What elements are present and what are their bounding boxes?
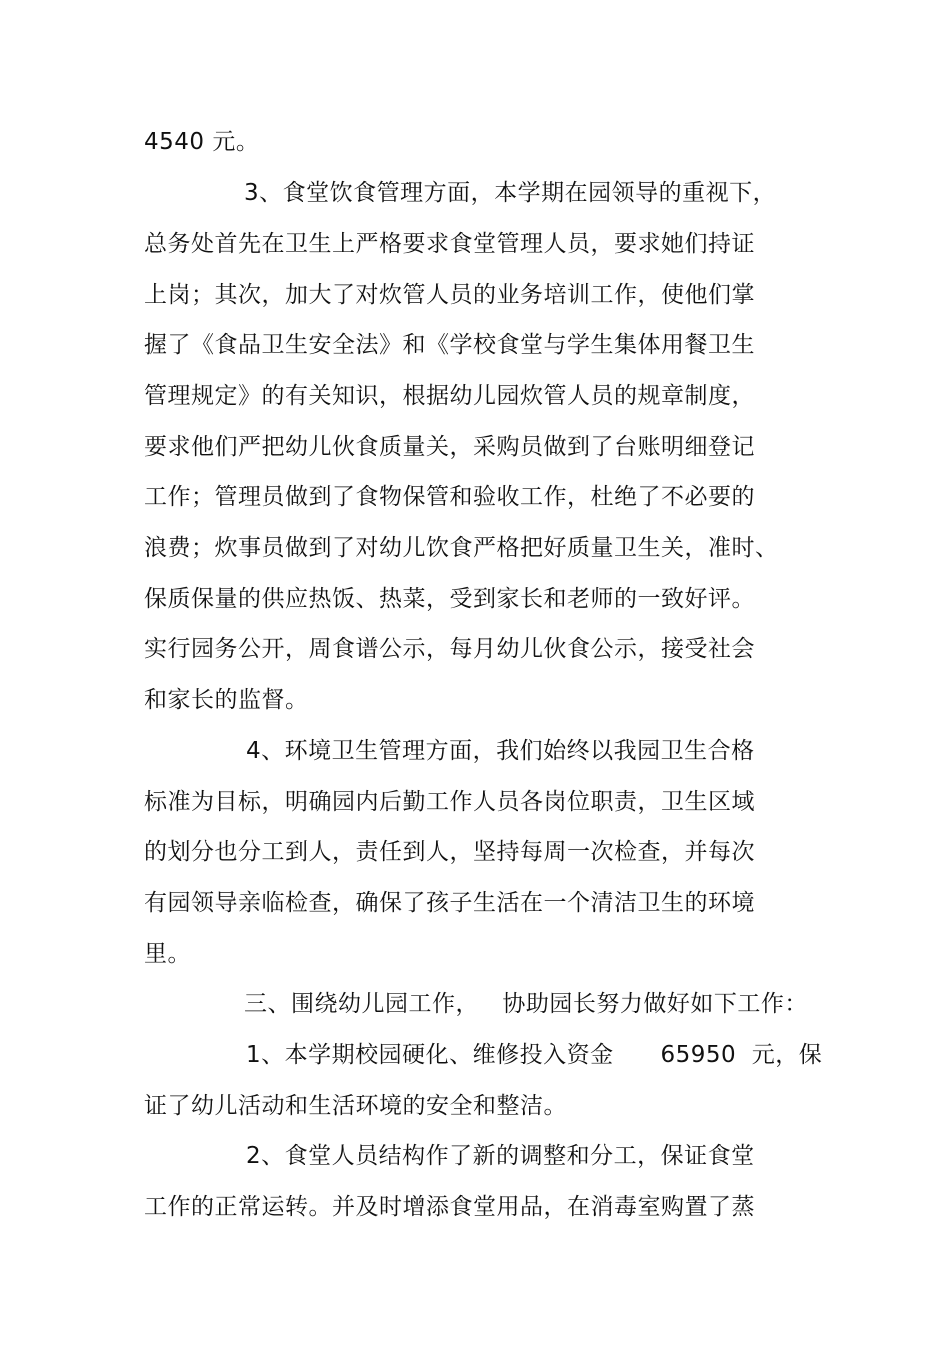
text-line: 保质保量的供应热饭、热菜，受到家长和老师的一致好评。 (144, 586, 755, 612)
text-line: 总务处首先在卫生上严格要求食堂管理人员，要求她们持证 (144, 231, 755, 257)
text-line: 2、食堂人员结构作了新的调整和分工，保证食堂 (246, 1143, 755, 1169)
text-line: 的划分也分工到人，责任到人，坚持每周一次检查，并每次 (144, 839, 755, 865)
text-line: 和家长的监督。 (144, 687, 309, 713)
text-line: 浪费；炊事员做到了对幼儿饮食严格把好质量卫生关，准时、 (144, 535, 779, 561)
text-line: 3、食堂饮食管理方面，本学期在园领导的重视下， (244, 180, 777, 206)
text-line: 工作；管理员做到了食物保管和验收工作，杜绝了不必要的 (144, 484, 755, 510)
text-line: 握了《食品卫生安全法》和《学校食堂与学生集体用餐卫生 (144, 332, 755, 358)
text-line: 里。 (144, 941, 191, 967)
text-line: 工作的正常运转。并及时增添食堂用品，在消毒室购置了蒸 (144, 1194, 755, 1220)
text-line: 要求他们严把幼儿伙食质量关，采购员做到了台账明细登记 (144, 434, 755, 460)
text-line: 证了幼儿活动和生活环境的安全和整洁。 (144, 1093, 567, 1119)
text-line: 管理规定》的有关知识，根据幼儿园炊管人员的规章制度， (144, 383, 755, 409)
text-line: 4、环境卫生管理方面，我们始终以我园卫生合格 (246, 738, 755, 764)
text-line: 实行园务公开，周食谱公示，每月幼儿伙食公示，接受社会 (144, 636, 755, 662)
text-line: 有园领导亲临检查，确保了孩子生活在一个清洁卫生的环境 (144, 890, 755, 916)
text-line: 4540 元。 (144, 129, 260, 155)
text-line: 1、本学期校园硬化、维修投入资金 65950 元，保 (246, 1042, 823, 1068)
text-line: 标准为目标，明确园内后勤工作人员各岗位职责，卫生区域 (144, 789, 755, 815)
text-line: 三、围绕幼儿园工作， 协助园长努力做好如下工作： (244, 991, 808, 1017)
text-line: 上岗；其次，加大了对炊管人员的业务培训工作，使他们掌 (144, 282, 755, 308)
